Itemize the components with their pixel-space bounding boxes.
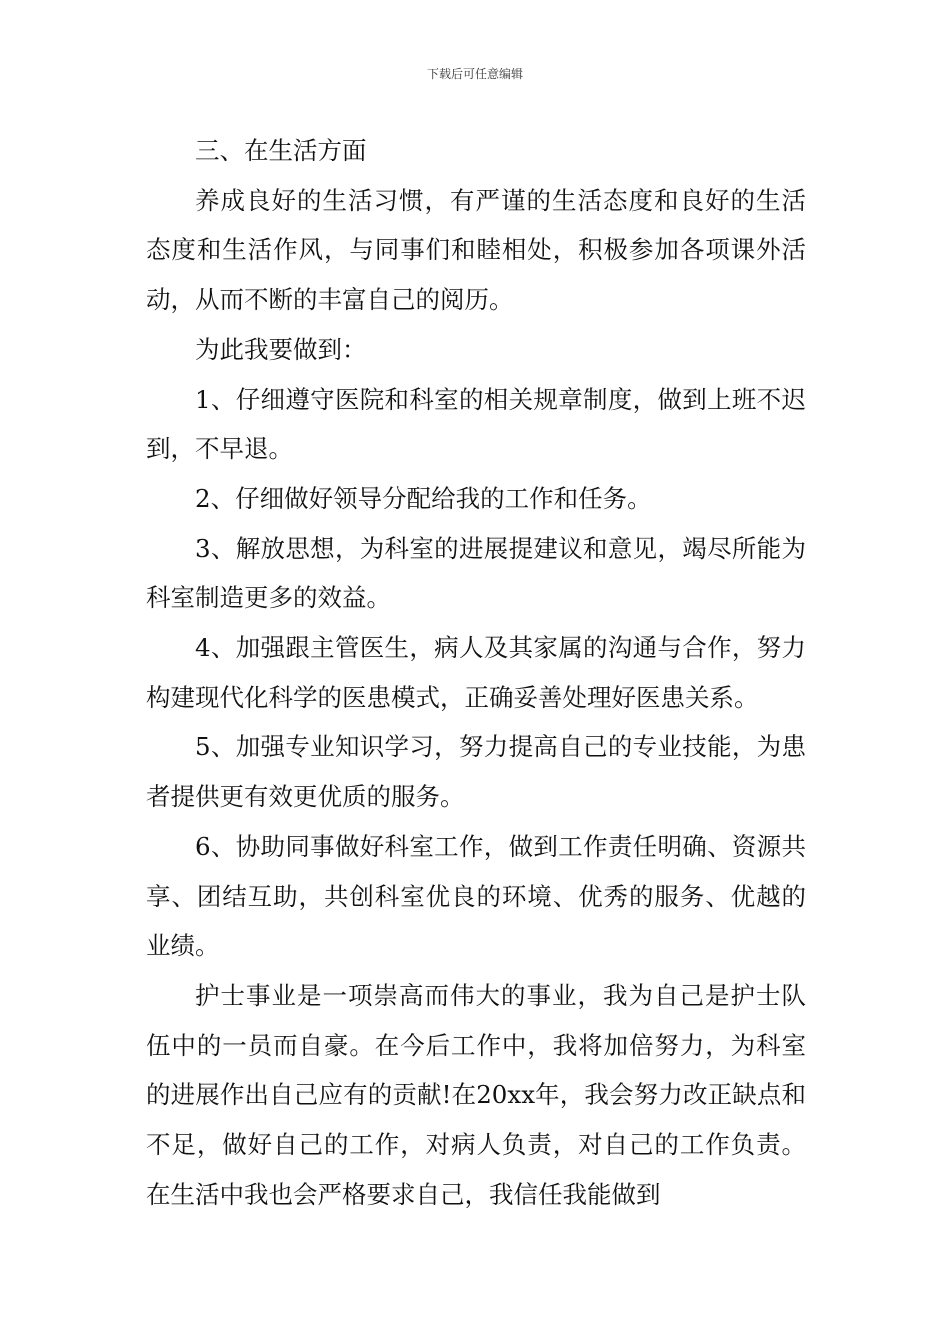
page-header-note: 下载后可任意编辑	[426, 67, 523, 81]
paragraph-life-habits: 养成良好的生活习惯，有严谨的生活态度和良好的生活态度和生活作风，与同事们和睦相处，积极参加各项课外活动，从而不断的丰富自己的阅历。	[146, 185, 806, 315]
document-body	[146, 126, 806, 1219]
list-item-1: 1、仔细遵守医院和科室的相关规章制度，做到上班不迟到，不早退。	[146, 384, 806, 464]
paragraph-goals-intro: 为此我要做到：	[195, 334, 367, 364]
section-heading-life: 三、在生活方面	[195, 136, 367, 165]
list-item-3: 3、解放思想，为科室的进展提建议和意见，竭尽所能为科室制造更多的效益。	[146, 533, 806, 613]
list-item-6: 6、协助同事做好科室工作，做到工作责任明确、资源共享、团结互助，共创科室优良的环境、优秀的服务、优越的业绩。	[146, 831, 806, 961]
paragraph-conclusion: 护士事业是一项崇高而伟大的事业，我为自己是护士队伍中的一员而自豪。在今后工作中，我将加倍努力，为科室的进展作出自己应有的贡献!在20xx年，我会努力改正缺点和不足，做好自己的工作，对病人负责，对自己的工作负责。在生活中我也会严格要求自己，我信任我能做到	[146, 980, 806, 1209]
list-item-2: 2、仔细做好领导分配给我的工作和任务。	[195, 483, 652, 513]
list-item-5: 5、加强专业知识学习，努力提高自己的专业技能，为患者提供更有效更优质的服务。	[146, 732, 806, 812]
list-item-4: 4、加强跟主管医生，病人及其家属的沟通与合作，努力构建现代化科学的医患模式，正确妥善处理好医患关系。	[146, 633, 806, 712]
